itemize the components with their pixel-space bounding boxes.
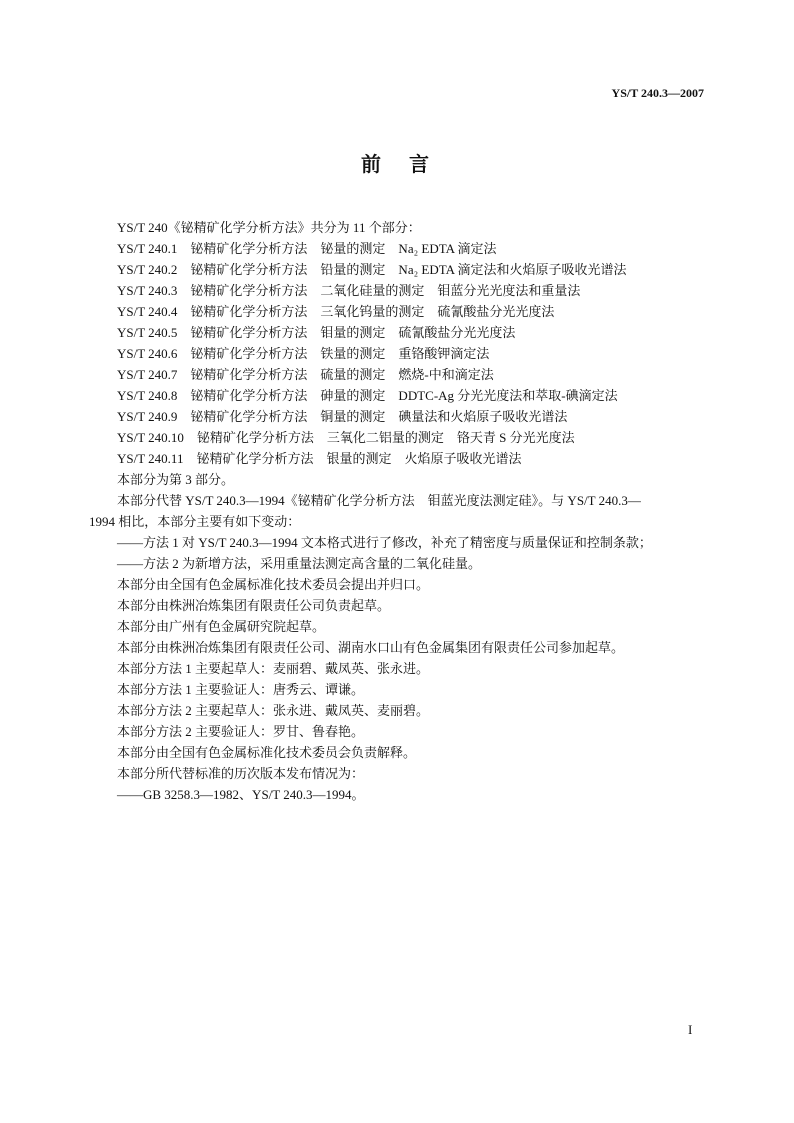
interpretation-statement: 本部分由全国有色金属标准化技术委员会负责解释。 (117, 745, 417, 760)
part-list-item: YS/T 240.6 铋精矿化学分析方法 铁量的测定 重铬酸钾滴定法 (117, 346, 490, 361)
this-part-statement: 本部分为第 3 部分。 (117, 472, 235, 487)
method-verifiers-statement: 本部分方法 1 主要验证人：唐秀云、谭谦。 (117, 682, 365, 697)
part-list-item: YS/T 240.5 铋精矿化学分析方法 钼量的测定 硫氰酸盐分光光度法 (117, 325, 516, 340)
change-item: ——方法 2 为新增方法，采用重量法测定高含量的二氧化硅量。 (117, 556, 482, 571)
history-item: ——GB 3258.3—1982、YS/T 240.3—1994。 (117, 787, 365, 802)
replaces-statement-line: 1994 相比，本部分主要有如下变动： (89, 514, 301, 529)
part-list-item: YS/T 240.11 铋精矿化学分析方法 银量的测定 火焰原子吸收光谱法 (117, 451, 522, 466)
part-list-item: YS/T 240.7 铋精矿化学分析方法 硫量的测定 燃烧-中和滴定法 (117, 367, 494, 382)
part-list-item: YS/T 240.10 铋精矿化学分析方法 三氧化二铝量的测定 铬天青 S 分光光度法 (117, 430, 575, 445)
part-list-item: YS/T 240.2 铋精矿化学分析方法 铅量的测定 Na₂ EDTA 滴定法和火焰原子吸收光谱法 (117, 262, 627, 277)
drafter-statement: 本部分由广州有色金属研究院起草。 (117, 619, 326, 634)
drafter-statement: 本部分由株洲冶炼集团有限责任公司负责起草。 (117, 598, 391, 613)
replaces-statement-line: 本部分代替 YS/T 240.3—1994《铋精矿化学分析方法 钼蓝光度法测定硅》。与 YS/T 240.3— (117, 493, 641, 508)
method-drafters-statement: 本部分方法 2 主要起草人：张永进、戴凤英、麦丽碧。 (117, 703, 430, 718)
part-list-item: YS/T 240.8 铋精矿化学分析方法 砷量的测定 DDTC-Ag 分光光度法和萃取-碘滴定法 (117, 388, 618, 403)
change-item: ——方法 1 对 YS/T 240.3—1994 文本格式进行了修改，补充了精密度与质量保证和控制条款； (117, 535, 652, 550)
part-list-item: YS/T 240.3 铋精矿化学分析方法 二氧化硅量的测定 钼蓝分光光度法和重量法 (117, 283, 581, 298)
standard-code-header: YS/T 240.3—2007 (611, 86, 704, 100)
parts-intro-line: YS/T 240《铋精矿化学分析方法》共分为 11 个部分： (117, 220, 421, 235)
page-title: 前 言 (361, 154, 433, 176)
part-list-item: YS/T 240.4 铋精矿化学分析方法 三氧化钨量的测定 硫氰酸盐分光光度法 (117, 304, 555, 319)
foreword-body (89, 217, 709, 805)
proposer-statement: 本部分由全国有色金属标准化技术委员会提出并归口。 (117, 577, 430, 592)
method-verifiers-statement: 本部分方法 2 主要验证人：罗甘、鲁春艳。 (117, 724, 365, 739)
part-list-item: YS/T 240.1 铋精矿化学分析方法 铋量的测定 Na₂ EDTA 滴定法 (117, 241, 497, 256)
page-number: I (688, 1022, 693, 1037)
part-list-item: YS/T 240.9 铋精矿化学分析方法 铜量的测定 碘量法和火焰原子吸收光谱法 (117, 409, 568, 424)
participant-statement: 本部分由株洲冶炼集团有限责任公司、湖南水口山有色金属集团有限责任公司参加起草。 (117, 640, 625, 655)
method-drafters-statement: 本部分方法 1 主要起草人：麦丽碧、戴凤英、张永进。 (117, 661, 430, 676)
history-intro-statement: 本部分所代替标准的历次版本发布情况为： (117, 766, 365, 781)
